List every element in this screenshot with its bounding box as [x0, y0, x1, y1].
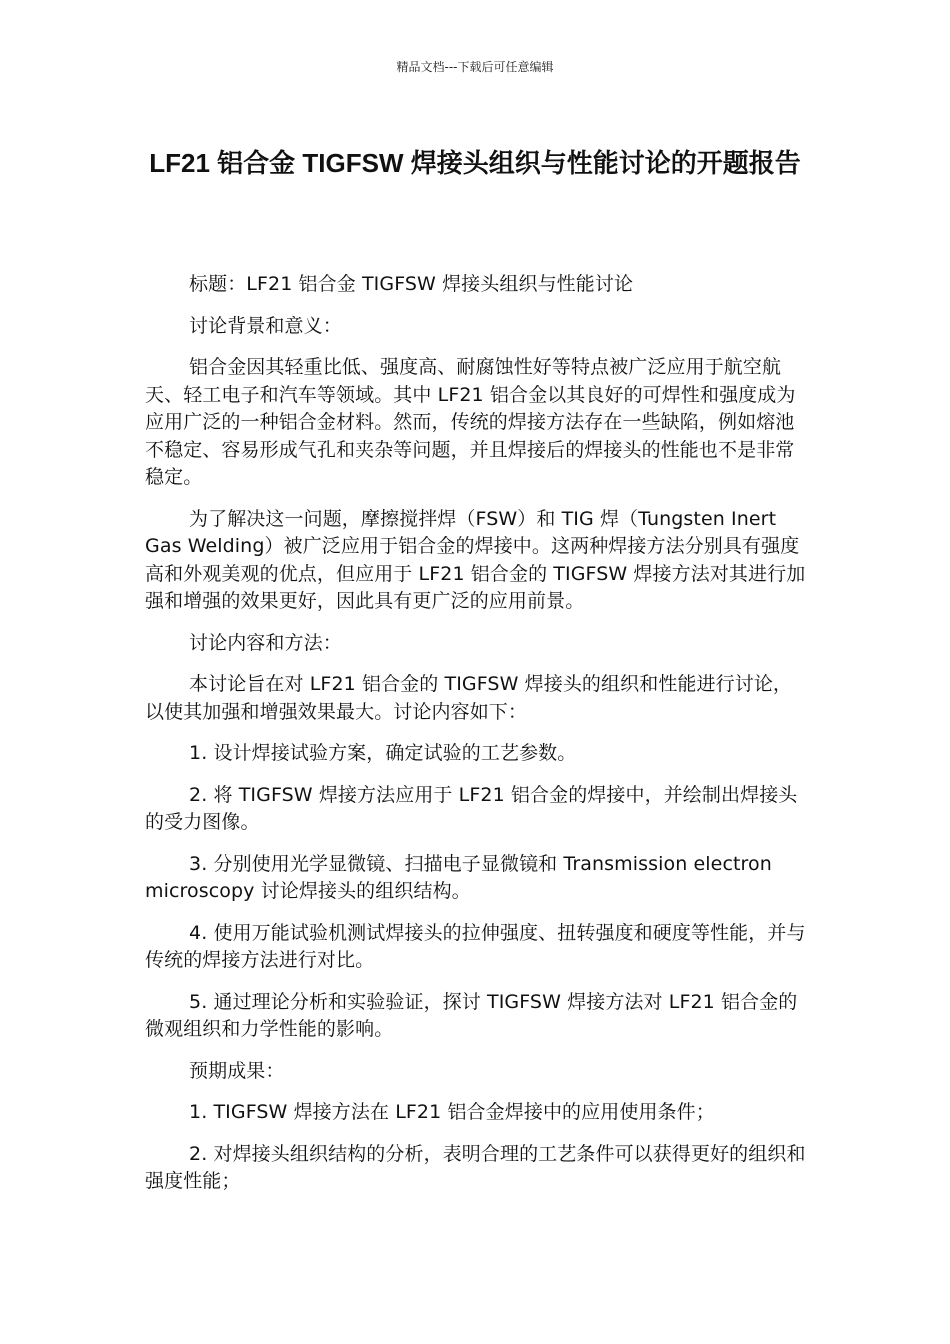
list-item-method-1: 1. 设计焊接试验方案，确定试验的工艺参数。 — [189, 742, 577, 764]
heading-background: 讨论背景和意义： — [189, 314, 342, 337]
list-item-method-5: 5. 通过理论分析和实验验证，探讨 TIGFSW 焊接方法对 LF21 铝合金的微观组织和力学性能的影响。 — [145, 990, 798, 1040]
list-item-method-2: 2. 将 TIGFSW 焊接方法应用于 LF21 铝合金的焊接中，并绘制出焊接头的受力图像。 — [145, 783, 798, 833]
document-title: LF21 铝合金 TIGFSW 焊接头组织与性能讨论的开题报告 — [149, 148, 801, 178]
list-item-method-3: 3. 分别使用光学显微镜、扫描电子显微镜和 Transmission electron microscopy 讨论焊接头的组织结构。 — [145, 852, 772, 902]
list-item-result-1: 1. TIGFSW 焊接方法在 LF21 铝合金焊接中的应用使用条件； — [189, 1101, 715, 1123]
heading-expected-results: 预期成果： — [189, 1059, 285, 1082]
document-body — [145, 271, 810, 1210]
list-item-result-2: 2. 对焊接头组织结构的分析，表明合理的工艺条件可以获得更好的组织和强度性能； — [145, 1142, 806, 1192]
paragraph-subject: 标题：LF21 铝合金 TIGFSW 焊接头组织与性能讨论 — [189, 273, 634, 295]
paragraph-background-2: 为了解决这一问题，摩擦搅拌焊（FSW）和 TIG 焊（Tungsten Inert Gas Welding）被广泛应用于铝合金的焊接中。这两种焊接方法分别具有强度高和外观美观的优点，但应用于 LF21 铝合金的 TIGFSW 焊接方法对其进行加强和增强的效果更好，因此具有更广泛的应用前景。 — [145, 507, 806, 612]
list-item-method-4: 4. 使用万能试验机测试焊接头的拉伸强度、扭转强度和硬度等性能，并与传统的焊接方法进行对比。 — [145, 921, 806, 971]
page-header: 精品文档---下载后可任意编辑 — [396, 60, 554, 74]
heading-content-methods: 讨论内容和方法： — [189, 631, 342, 654]
paragraph-content-intro: 本讨论旨在对 LF21 铝合金的 TIGFSW 焊接头的组织和性能进行讨论，以使其加强和增强效果最大。讨论内容如下： — [145, 673, 793, 723]
paragraph-background-1: 铝合金因其轻重比低、强度高、耐腐蚀性好等特点被广泛应用于航空航天、轻工电子和汽车等领域。其中 LF21 铝合金以其良好的可焊性和强度成为应用广泛的一种铝合金材料。然而，传统的焊接方法存在一些缺陷，例如熔池不稳定、容易形成气孔和夹杂等问题，并且焊接后的焊接头的性能也不是非常稳定。 — [145, 356, 796, 488]
